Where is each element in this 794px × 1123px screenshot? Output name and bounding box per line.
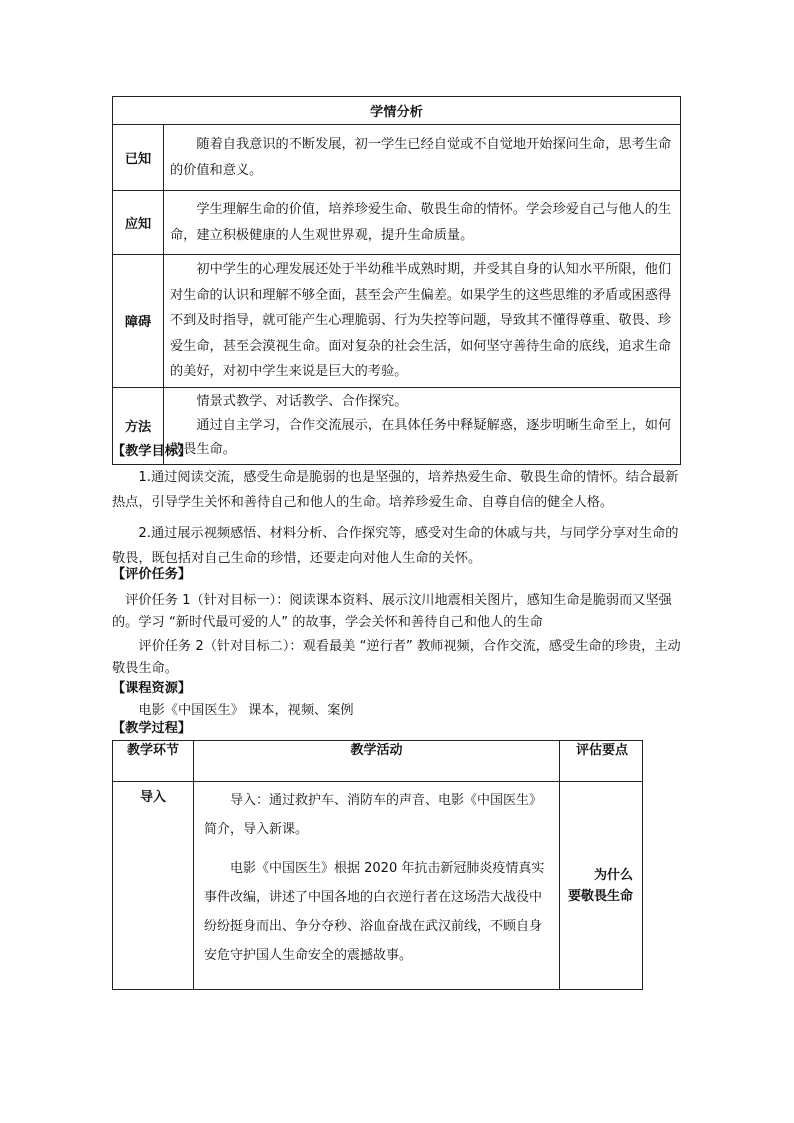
goal-item-2: 2.通过展示视频感悟、材料分析、合作探究等，感受对生命的休戚与共，与同学分享对生命的敬畏，既包括对自己生命的珍惜，还要走向对他人生命的关怀。 — [112, 526, 679, 566]
activity-paragraph-1: 导入：通过救护车、消防车的声音、电影《中国医生》简介，导入新课。 — [204, 793, 543, 837]
process-heading: 【教学过程】 — [112, 721, 192, 736]
header-step: 教学环节 — [113, 741, 194, 782]
step-intro: 导入 — [113, 782, 194, 990]
row-label-obstacle: 障碍 — [113, 255, 164, 388]
resources-heading: 【课程资源】 — [112, 681, 192, 696]
header-activity: 教学活动 — [194, 741, 560, 782]
row-label-known: 已知 — [113, 125, 164, 191]
eval-point: 为什么要敬畏生命 — [568, 867, 634, 904]
row-text-should-know: 学生理解生命的价值，培养珍爱生命、敬畏生命的情怀。学会珍爱自己与他人的生命，建立积极健康的人生观世界观，提升生命质量。 — [170, 202, 672, 243]
analysis-table — [112, 96, 681, 465]
resources-section — [112, 678, 682, 722]
resources-text: 电影《中国医生》 课本，视频、案例 — [138, 703, 354, 718]
goals-section — [112, 441, 682, 571]
task-item-1: 评价任务 1（针对目标一）：阅读课本资料、展示汶川地震相关图片，感知生命是脆弱而又坚强的。学习 “新时代最可爱的人” 的故事，学会关怀和善待自己和他人的生命 — [112, 593, 672, 630]
analysis-title: 学情分析 — [113, 97, 681, 125]
process-table — [112, 740, 643, 990]
row-text-known: 随着自我意识的不断发展，初一学生已经自觉或不自觉地开始探问生命，思考生命的价值和意义。 — [170, 137, 672, 178]
row-label-should-know: 应知 — [113, 191, 164, 255]
tasks-section — [112, 564, 682, 680]
row-text-method-1: 情景式教学、对话教学、合作探究。 — [196, 393, 408, 409]
goals-heading: 【教学目标】 — [112, 444, 192, 459]
header-eval: 评估要点 — [560, 741, 643, 782]
activity-paragraph-2: 电影《中国医生》根据 2020 年抗击新冠肺炎疫情真实事件改编，讲述了中国各地的白衣逆行者在这场浩大战役中纷纷挺身而出、争分夺秒、浴血奋战在武汉前线，不顾自身安危守护国人生命安全的震撼故事。 — [204, 861, 545, 963]
tasks-heading: 【评价任务】 — [112, 567, 192, 582]
row-label-method: 方法 — [113, 387, 164, 464]
goal-item-1: 1.通过阅读交流，感受生命是脆弱的也是坚强的，培养热爱生命、敬畏生命的情怀。结合最新热点，引导学生关怀和善待自己和他人的生命。培养珍爱生命、自尊自信的健全人格。 — [112, 470, 679, 510]
task-item-2: 评价任务 2（针对目标二）：观看最美 “逆行者” 教师视频，合作交流，感受生命的珍贵，主动敬畏生命。 — [112, 639, 681, 676]
row-text-method-2: 通过自主学习，合作交流展示，在具体任务中释疑解惑，逐步明晰生命至上，如何敬畏生命。 — [170, 417, 672, 457]
row-text-obstacle: 初中学生的心理发展还处于半幼稚半成熟时期，并受其自身的认知水平所限，他们对生命的认识和理解不够全面，甚至会产生偏差。如果学生的这些思维的矛盾或困惑得不到及时指导，就可能产生心理脆弱、行为失控等问题，导致其不懂得尊重、敬畏、珍爱生命，甚至会漠视生命。面对复杂的社会生活，如何坚守善待生命的底线，追求生命的美好，对初中学生来说是巨大的考验。 — [170, 262, 672, 379]
